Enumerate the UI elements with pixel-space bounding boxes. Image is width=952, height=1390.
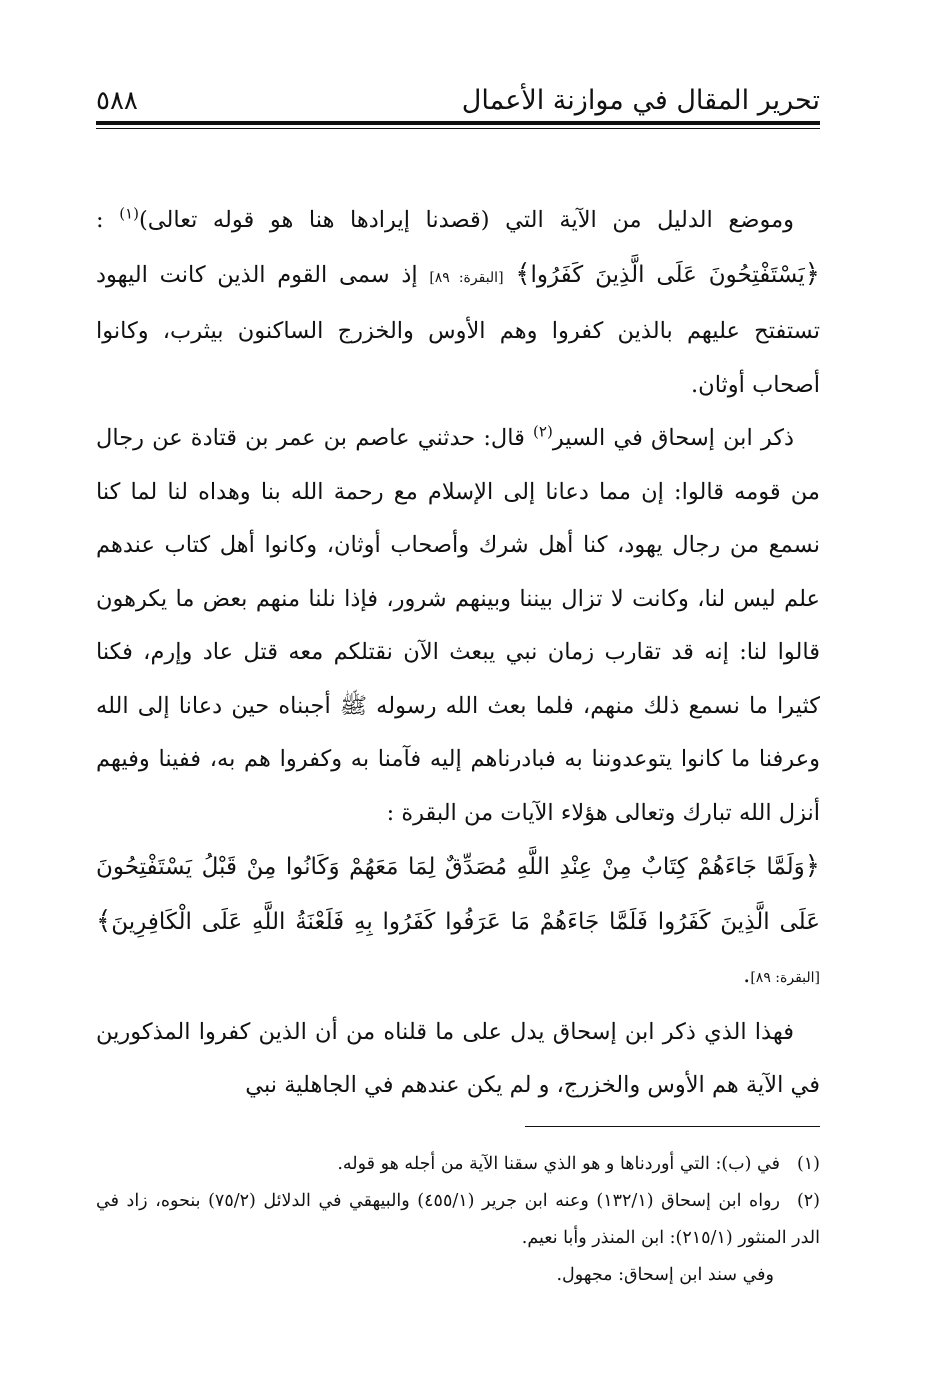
verse-block-2 <box>96 840 820 1006</box>
verse-2-open-bracket: ﴿ <box>804 851 820 881</box>
header-rule-thin <box>96 128 820 129</box>
body-text <box>96 194 820 1113</box>
paragraph-1-intro: وموضع الدليل من الآية التي (قصدنا إيرادها هنا هو قوله تعالى) <box>138 207 795 233</box>
paragraph-1 <box>96 194 820 412</box>
footnotes <box>96 1146 820 1294</box>
footnote-1-text: في (ب): التي أوردناها و هو الذي سقنا الآية من أجله هو قوله. <box>337 1154 780 1174</box>
verse-2-period: . <box>743 962 751 988</box>
footnote-1-number: (١) <box>796 1154 820 1174</box>
running-title: تحرير المقال في موازنة الأعمال <box>461 85 820 116</box>
verse-1-reference: [البقرة: ٨٩] <box>429 269 504 286</box>
quran-verse-1: يَسْتَفْتِحُونَ عَلَى الَّذِينَ كَفَرُوا <box>530 261 805 288</box>
footnote-2 <box>96 1183 820 1257</box>
paragraph-2-rest: قال: حدثني عاصم بن عمر بن قتادة عن رجال من قومه قالوا: إن مما دعانا إلى الإسلام مع رحمة الله بنا وهداه لنا لما كنا نسمع من رجال يهود، كنا أهل شرك وأصحاب أوثان، وكانوا أهل كتاب عندهم علم ليس لنا، وكانت لا تزال بيننا وبينهم شرور، فإذا نلنا منهم بعض ما يكرهون قالوا لنا: إنه قد تقارب زمان نبي يبعث الآن نقتلكم معه قتل عاد وإرم، فكنا كثيرا ما نسمع ذلك منهم، فلما بعث الله رسوله ﷺ أجبناه حين دعانا إلى الله وعرفنا ما كانوا يتوعدوننا به فبادرناهم إليه فآمنا به وكفروا هم به، ففينا وفيهم أنزل الله تبارك وتعالى هؤلاء الآيات من البقرة : <box>96 425 820 826</box>
quran-verse-2: وَلَمَّا جَاءَهُمْ كِتَابٌ مِنْ عِنْدِ اللَّهِ مُصَدِّقٌ لِمَا مَعَهُمْ وَكَانُوا مِنْ قَبْلُ يَسْتَفْتِحُونَ عَلَى الَّذِينَ كَفَرُوا فَلَمَّا جَاءَهُمْ مَا عَرَفُوا كَفَرُوا بِهِ فَلَعْنَةُ اللَّهِ عَلَى الْكَافِرِينَ <box>96 854 820 935</box>
footnote-2-text: رواه ابن إسحاق (١٣٢/١) وعنه ابن جرير (٤٥٥/١) والبيهقي في الدلائل (٧٥/٢) بنحوه، زاد في الدر المنثور (٢١٥/١): ابن المنذر وأبا نعيم. <box>96 1191 820 1248</box>
footnote-separator <box>525 1126 820 1127</box>
verse-1-open-bracket: ﴿ <box>804 258 821 289</box>
footnote-2-extra-text: وفي سند ابن إسحاق: مجهول. <box>556 1265 774 1285</box>
paragraph-2 <box>96 412 820 840</box>
footnote-1 <box>96 1146 820 1183</box>
paragraph-3: فهذا الذي ذكر ابن إسحاق يدل على ما قلناه من أن الذين كفروا المذكورين في الآية هم الأوس والخزرج، و لم يكن عندهم في الجاهلية نبي <box>96 1018 820 1098</box>
verse-1-close-bracket: ﴾ <box>515 258 531 289</box>
paragraph-1-rest: إذ سمى القوم الذين كانت اليهود تستفتح عليهم بالذين كفروا وهم الأوس والخزرج الساكنون بيثرب، وكانوا أصحاب أوثان. <box>96 261 820 398</box>
header-rule-thick <box>96 121 820 125</box>
verse-2-close-bracket: ﴾ <box>96 905 112 936</box>
footnote-ref-1: (١) <box>119 204 139 223</box>
footnote-ref-2: (٢) <box>533 422 553 441</box>
page-number: ٥٨٨ <box>96 86 138 116</box>
paragraph-1-colon: : <box>96 207 120 233</box>
verse-2-reference: [البقرة: ٨٩] <box>750 970 820 986</box>
running-header <box>96 72 820 120</box>
footnote-2-number: (٢) <box>796 1191 820 1211</box>
footnote-2-continuation <box>96 1257 820 1294</box>
paragraph-2-intro: ذكر ابن إسحاق في السير <box>552 425 794 451</box>
